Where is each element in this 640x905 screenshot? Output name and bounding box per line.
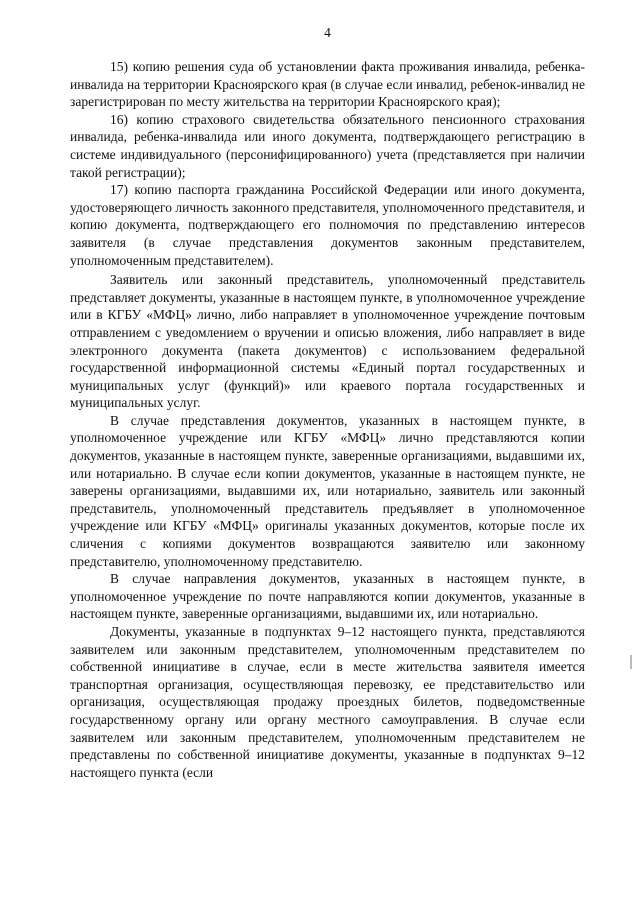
paragraph-item-15: 15) копию решения суда об установлении факта проживания инвалида, ребенка-инвалида на территории Красноярского края (в случае если инвалид, ребенок-инвалид не зарегистрирован по месту жительства на территории Красноярского края); bbox=[70, 59, 585, 110]
paragraph-item-16: 16) копию страхового свидетельства обязательного пенсионного страхования инвалида, ребенка-инвалида или иного документа, подтверждающего регистрацию в системе индивидуального (персонифицированного) учета (представляется при наличии такой регистрации); bbox=[70, 111, 585, 180]
paragraph-item-17: 17) копию паспорта гражданина Российской Федерации или иного документа, удостоверяющего личность законного представителя, уполномоченного представителя, и копию документа, подтверждающего его полномочия по представлению интересов заявителя (в случае представления документов законным представителем, уполномоченным представителем). bbox=[70, 182, 585, 268]
page-number: 4 bbox=[324, 25, 331, 40]
paragraph-documents-9-12: Документы, указанные в подпунктах 9–12 настоящего пункта, представляются заявителем или законным представителем, уполномоченным представителем по собственной инициативе в случае, если в месте жительства заявителя имеется транспортная организация, осуществляющая перевозку, ее представительство или организация, осуществляющая продажу проездных билетов, подведомственные государственному органу или органу местного самоуправления. В случае если заявителем или законным представителем, уполномоченным представителем не представлены по собственной инициативе документы, указанные в подпунктах 9–12 настоящего пункта (если bbox=[70, 624, 585, 780]
paragraph-submission: Заявитель или законный представитель, уполномоченный представитель представляет документы, указанные в настоящем пункте, в уполномоченное учреждение или в КГБУ «МФЦ» лично, либо направляет в уполномоченное учреждение почтовым отправлением с уведомлением о вручении и описью вложения, либо направляет в виде электронного документа (пакета документов) с использованием федеральной государственной информационной системы «Единый портал государственных и муниципальных услуг (функций)» или краевого портала государственных и муниципальных услуг. bbox=[70, 272, 585, 411]
paragraph-postal-submission: В случае направления документов, указанных в настоящем пункте, в уполномоченное учреждение по почте направляются копии документов, указанные в настоящем пункте, заверенные организациями, выдавшими их, или нотариально. bbox=[70, 571, 585, 622]
paragraph-personal-submission: В случае представления документов, указанных в настоящем пункте, в уполномоченное учреждение или КГБУ «МФЦ» лично представляются копии документов, указанные в настоящем пункте, заверенные организациями, выдавшими их, или нотариально. В случае если копии документов, указанные в настоящем пункте, не заверены организациями, выдавшими их, или нотариально, заявитель или законный представитель, уполномоченный представитель предъявляет в уполномоченное учреждение или КГБУ «МФЦ» оригиналы указанных документов, которые после их сличения с копиями документов возвращаются заявителю или законному представителю, уполномоченному представителю. bbox=[70, 412, 585, 569]
scan-edge-mark bbox=[630, 655, 632, 669]
